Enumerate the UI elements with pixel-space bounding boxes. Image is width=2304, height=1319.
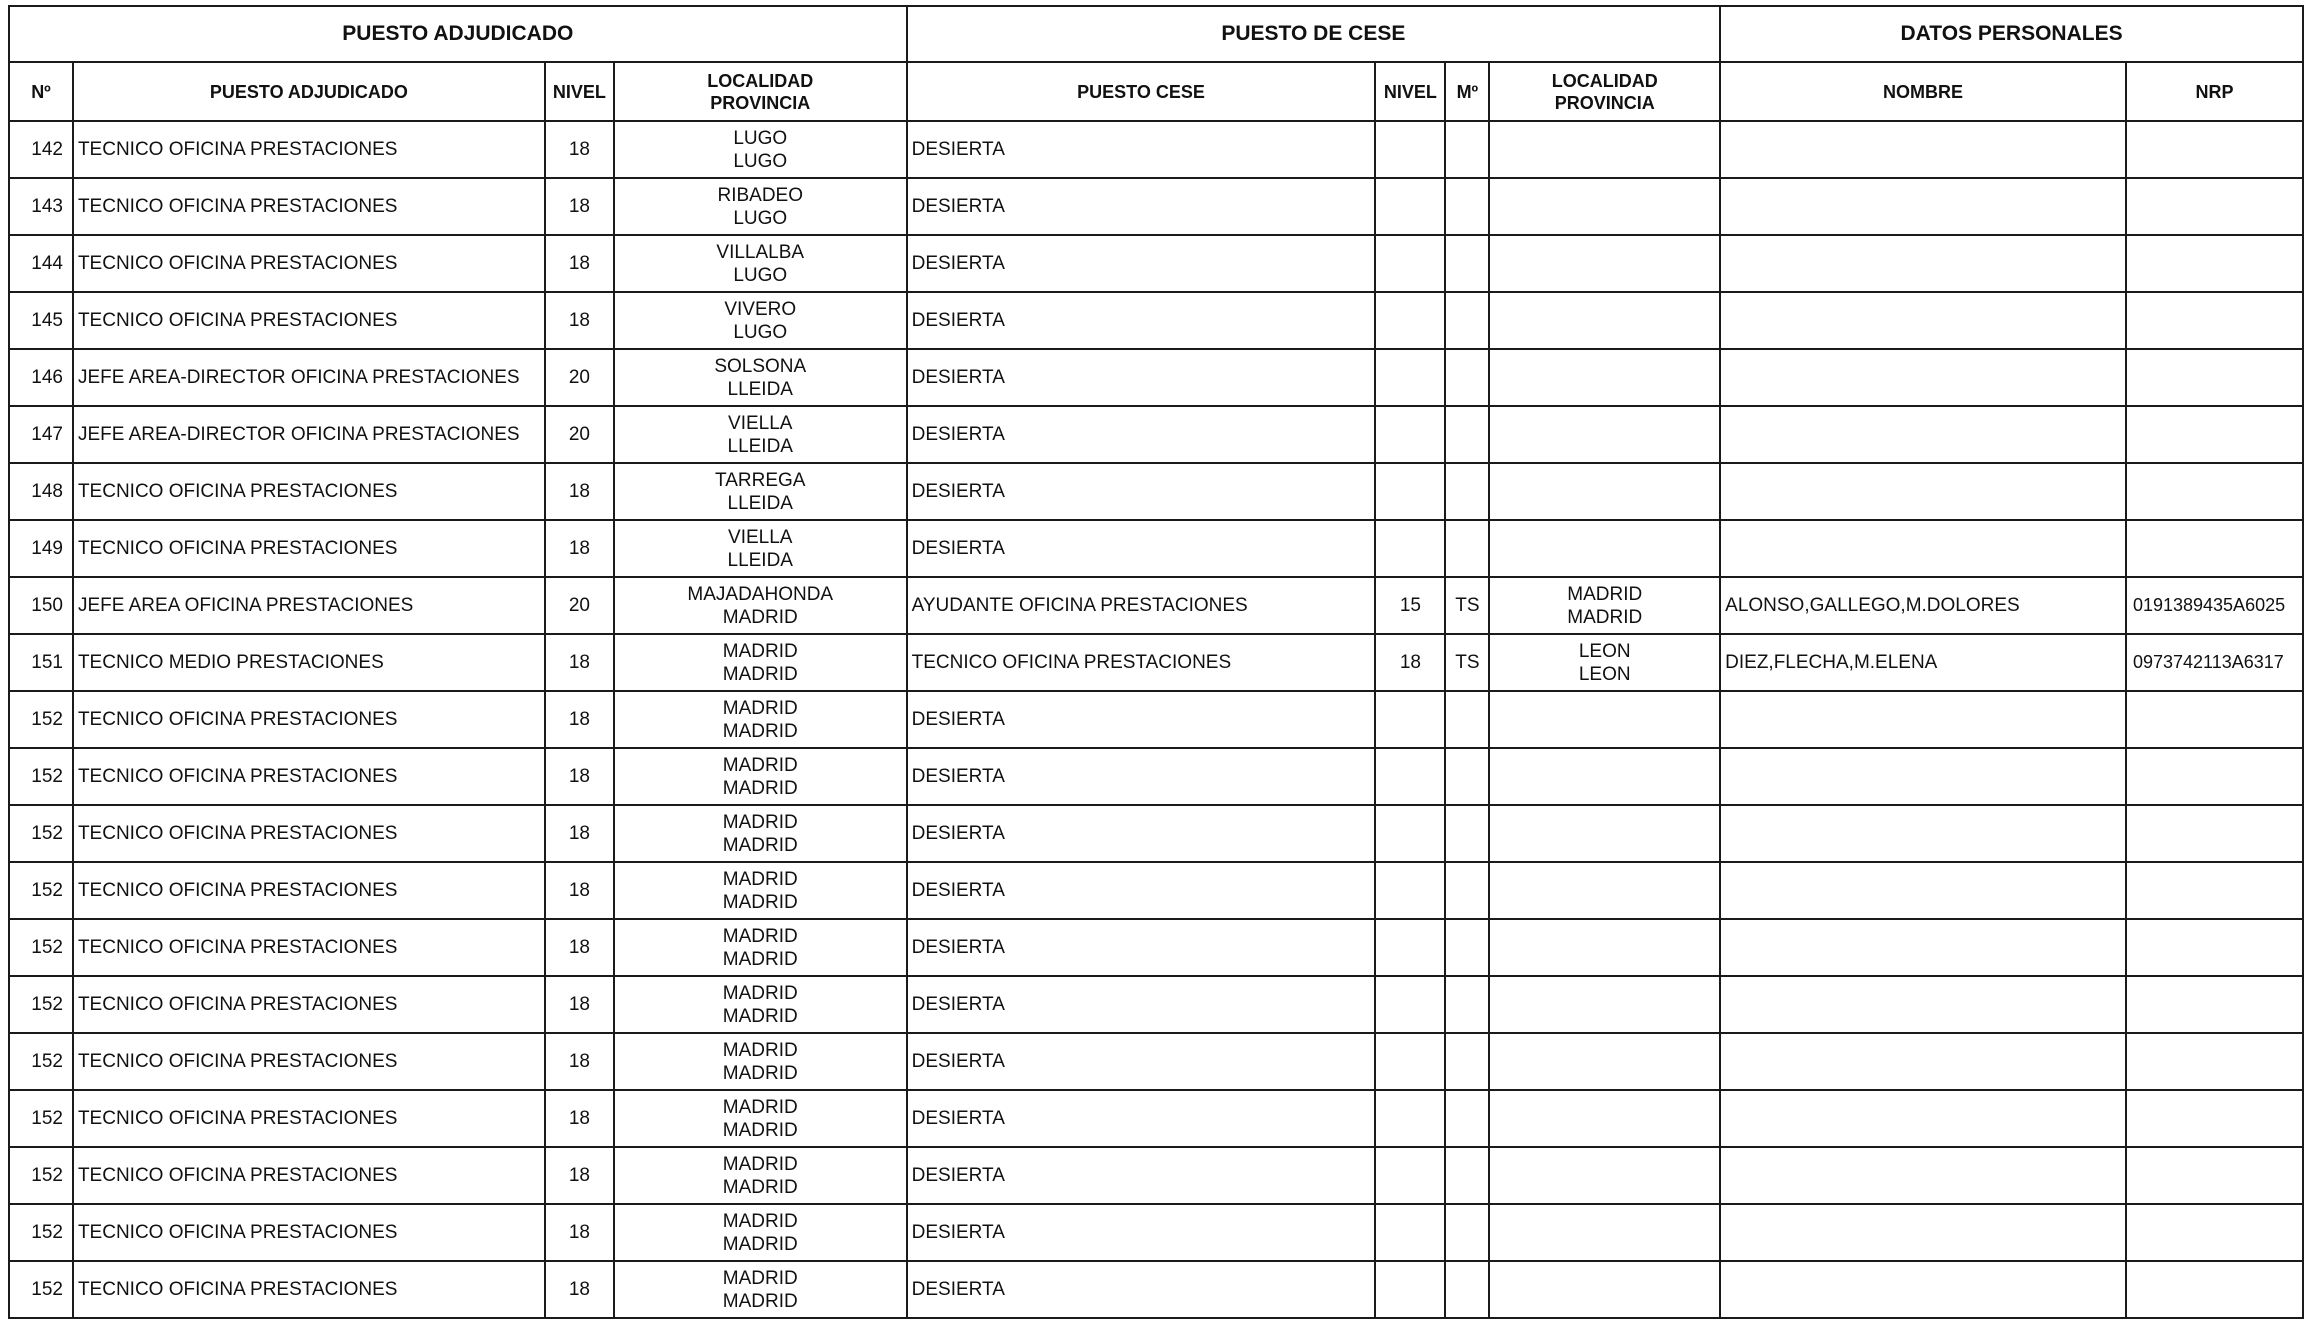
cell-puesto: TECNICO OFICINA PRESTACIONES: [73, 1090, 545, 1147]
cell-localidad-cese: MADRID: [1567, 583, 1643, 605]
cell-localidad-provincia-cese: [1489, 976, 1720, 1033]
cell-nivel: 18: [545, 976, 614, 1033]
cell-m: [1445, 976, 1489, 1033]
cell-puesto: JEFE AREA-DIRECTOR OFICINA PRESTACIONES: [73, 349, 545, 406]
cell-localidad: MADRID: [722, 1096, 798, 1118]
cell-nrp: [2126, 1204, 2303, 1261]
cell-nivel-cese: [1375, 1147, 1445, 1204]
cell-puesto-cese: DESIERTA: [907, 463, 1376, 520]
cell-puesto-cese: DESIERTA: [907, 121, 1376, 178]
group-puesto-adjudicado: PUESTO ADJUDICADO: [9, 6, 907, 62]
table-row: [9, 1147, 2303, 1204]
column-header-row: [9, 62, 2303, 121]
cell-puesto-cese: DESIERTA: [907, 748, 1376, 805]
cell-nivel-cese: [1375, 805, 1445, 862]
cell-nivel-cese: [1375, 691, 1445, 748]
cell-puesto-cese: DESIERTA: [907, 1261, 1376, 1318]
col-m: Mº: [1445, 62, 1489, 121]
cell-nivel-cese: 18: [1375, 634, 1445, 691]
cell-localidad-provincia-cese: [1489, 634, 1720, 691]
cell-nivel: 18: [545, 1090, 614, 1147]
cell-localidad: MADRID: [722, 868, 798, 890]
cell-nivel: 18: [545, 919, 614, 976]
cell-nivel-cese: [1375, 520, 1445, 577]
cell-m: [1445, 805, 1489, 862]
table-row: [9, 691, 2303, 748]
col-nombre: NOMBRE: [1720, 62, 2126, 121]
cell-localidad: VILLALBA: [716, 241, 805, 263]
cell-puesto: TECNICO OFICINA PRESTACIONES: [73, 919, 545, 976]
assignment-table: [8, 5, 2304, 1319]
cell-nivel: 18: [545, 520, 614, 577]
cell-nivel-cese: [1375, 748, 1445, 805]
cell-puesto-cese: DESIERTA: [907, 919, 1376, 976]
table-row: [9, 805, 2303, 862]
table-body: [9, 121, 2303, 1318]
cell-puesto-cese: DESIERTA: [907, 1147, 1376, 1204]
cell-puesto: TECNICO OFICINA PRESTACIONES: [73, 805, 545, 862]
cell-num: 151: [9, 634, 73, 691]
cell-localidad: MADRID: [722, 640, 798, 662]
table-row: [9, 919, 2303, 976]
cell-puesto-cese: DESIERTA: [907, 235, 1376, 292]
cell-puesto: TECNICO OFICINA PRESTACIONES: [73, 1261, 545, 1318]
cell-puesto-cese: DESIERTA: [907, 976, 1376, 1033]
cell-num: 152: [9, 1204, 73, 1261]
cell-puesto: TECNICO OFICINA PRESTACIONES: [73, 976, 545, 1033]
cell-nombre: [1720, 1033, 2126, 1090]
cell-nombre: [1720, 691, 2126, 748]
cell-localidad: MADRID: [722, 697, 798, 719]
cell-nombre: [1720, 805, 2126, 862]
cell-localidad-provincia: [614, 919, 907, 976]
cell-m: [1445, 178, 1489, 235]
cell-nrp: [2126, 919, 2303, 976]
cell-provincia: LUGO: [733, 321, 788, 343]
cell-num: 152: [9, 805, 73, 862]
cell-m: [1445, 520, 1489, 577]
cell-localidad-provincia-cese: [1489, 862, 1720, 919]
col-provincia: PROVINCIA: [710, 92, 811, 113]
cell-num: 147: [9, 406, 73, 463]
cell-nrp: 0973742113A6317: [2126, 634, 2303, 691]
cell-provincia-cese: MADRID: [1567, 606, 1643, 628]
table-row: [9, 634, 2303, 691]
cell-num: 150: [9, 577, 73, 634]
cell-puesto: TECNICO OFICINA PRESTACIONES: [73, 1204, 545, 1261]
cell-nrp: [2126, 463, 2303, 520]
cell-localidad-cese: LEON: [1578, 640, 1631, 662]
cell-nombre: [1720, 1204, 2126, 1261]
cell-nrp: [2126, 349, 2303, 406]
cell-puesto: TECNICO OFICINA PRESTACIONES: [73, 748, 545, 805]
cell-localidad-provincia: [614, 976, 907, 1033]
col-localidad-cese: LOCALIDAD: [1551, 70, 1658, 91]
cell-m: TS: [1445, 577, 1489, 634]
col-localidad: LOCALIDAD: [707, 70, 814, 91]
table-row: [9, 349, 2303, 406]
cell-localidad: MADRID: [722, 811, 798, 833]
cell-nivel-cese: 15: [1375, 577, 1445, 634]
cell-nivel: 18: [545, 292, 614, 349]
cell-m: [1445, 292, 1489, 349]
cell-num: 152: [9, 976, 73, 1033]
cell-nivel: 18: [545, 463, 614, 520]
cell-provincia-cese: LEON: [1578, 663, 1631, 685]
cell-localidad: TARREGA: [715, 469, 806, 491]
cell-localidad-provincia: [614, 463, 907, 520]
cell-puesto: TECNICO OFICINA PRESTACIONES: [73, 121, 545, 178]
cell-localidad-provincia-cese: [1489, 406, 1720, 463]
cell-localidad-provincia-cese: [1489, 577, 1720, 634]
cell-localidad-provincia: [614, 691, 907, 748]
cell-num: 143: [9, 178, 73, 235]
cell-provincia: MADRID: [722, 834, 798, 856]
cell-puesto-cese: DESIERTA: [907, 805, 1376, 862]
cell-localidad-provincia-cese: [1489, 1090, 1720, 1147]
cell-nivel-cese: [1375, 121, 1445, 178]
cell-num: 146: [9, 349, 73, 406]
cell-provincia: MADRID: [722, 1290, 798, 1312]
cell-localidad: SOLSONA: [714, 355, 807, 377]
cell-localidad: MADRID: [722, 1210, 798, 1232]
table-row: [9, 292, 2303, 349]
cell-nivel: 20: [545, 577, 614, 634]
cell-localidad-provincia: [614, 520, 907, 577]
cell-localidad-provincia: [614, 121, 907, 178]
cell-puesto-cese: TECNICO OFICINA PRESTACIONES: [907, 634, 1376, 691]
cell-nombre: [1720, 748, 2126, 805]
cell-nombre: [1720, 292, 2126, 349]
cell-localidad-provincia-cese: [1489, 520, 1720, 577]
cell-nrp: [2126, 1033, 2303, 1090]
table-row: [9, 976, 2303, 1033]
cell-nombre: [1720, 976, 2126, 1033]
cell-localidad-provincia: [614, 577, 907, 634]
cell-provincia: MADRID: [722, 1176, 798, 1198]
cell-num: 152: [9, 1090, 73, 1147]
cell-num: 152: [9, 862, 73, 919]
cell-puesto-cese: DESIERTA: [907, 349, 1376, 406]
cell-puesto: TECNICO OFICINA PRESTACIONES: [73, 691, 545, 748]
cell-nivel-cese: [1375, 1090, 1445, 1147]
cell-nivel: 18: [545, 235, 614, 292]
table-row: [9, 235, 2303, 292]
cell-puesto: TECNICO OFICINA PRESTACIONES: [73, 520, 545, 577]
group-puesto-cese: PUESTO DE CESE: [907, 6, 1721, 62]
cell-puesto: TECNICO OFICINA PRESTACIONES: [73, 1147, 545, 1204]
col-localidad-provincia: [614, 62, 907, 121]
cell-localidad-provincia: [614, 1033, 907, 1090]
cell-nrp: [2126, 292, 2303, 349]
cell-nombre: [1720, 121, 2126, 178]
cell-nombre: [1720, 1147, 2126, 1204]
cell-num: 148: [9, 463, 73, 520]
cell-localidad-provincia: [614, 1261, 907, 1318]
cell-nrp: [2126, 1261, 2303, 1318]
cell-m: [1445, 748, 1489, 805]
cell-localidad-provincia-cese: [1489, 349, 1720, 406]
table-row: [9, 1033, 2303, 1090]
cell-num: 149: [9, 520, 73, 577]
cell-localidad-provincia: [614, 1090, 907, 1147]
cell-localidad: MADRID: [722, 1267, 798, 1289]
cell-localidad-provincia-cese: [1489, 121, 1720, 178]
cell-puesto: TECNICO OFICINA PRESTACIONES: [73, 1033, 545, 1090]
cell-localidad-provincia: [614, 805, 907, 862]
cell-localidad: MADRID: [722, 1039, 798, 1061]
cell-nrp: [2126, 748, 2303, 805]
cell-nrp: [2126, 178, 2303, 235]
cell-puesto-cese: DESIERTA: [907, 520, 1376, 577]
table-row: [9, 862, 2303, 919]
cell-provincia: MADRID: [722, 1233, 798, 1255]
cell-num: 152: [9, 1147, 73, 1204]
cell-localidad-provincia-cese: [1489, 463, 1720, 520]
cell-localidad: VIELLA: [728, 412, 793, 434]
cell-puesto-cese: DESIERTA: [907, 292, 1376, 349]
cell-localidad-provincia-cese: [1489, 178, 1720, 235]
col-nrp: NRP: [2126, 62, 2303, 121]
table-row: [9, 406, 2303, 463]
cell-nivel: 18: [545, 1204, 614, 1261]
group-datos-personales: DATOS PERSONALES: [1720, 6, 2303, 62]
cell-m: [1445, 121, 1489, 178]
cell-m: [1445, 862, 1489, 919]
cell-m: [1445, 463, 1489, 520]
cell-nivel: 20: [545, 349, 614, 406]
cell-puesto: TECNICO OFICINA PRESTACIONES: [73, 862, 545, 919]
cell-nivel-cese: [1375, 235, 1445, 292]
cell-provincia: LLEIDA: [727, 435, 793, 457]
cell-m: [1445, 1033, 1489, 1090]
cell-localidad: VIELLA: [728, 526, 793, 548]
cell-localidad: MADRID: [722, 925, 798, 947]
table-row: [9, 1261, 2303, 1318]
cell-num: 152: [9, 1261, 73, 1318]
cell-localidad-provincia: [614, 178, 907, 235]
cell-puesto-cese: DESIERTA: [907, 406, 1376, 463]
cell-nivel: 18: [545, 1033, 614, 1090]
cell-localidad: MADRID: [722, 1153, 798, 1175]
cell-provincia: MADRID: [722, 948, 798, 970]
cell-nrp: [2126, 406, 2303, 463]
cell-localidad-provincia: [614, 1204, 907, 1261]
cell-nrp: [2126, 1090, 2303, 1147]
cell-nivel: 18: [545, 121, 614, 178]
cell-m: [1445, 919, 1489, 976]
cell-puesto: TECNICO OFICINA PRESTACIONES: [73, 178, 545, 235]
cell-provincia: LLEIDA: [727, 378, 793, 400]
cell-m: [1445, 1147, 1489, 1204]
cell-localidad-provincia-cese: [1489, 748, 1720, 805]
col-nivel-cese: NIVEL: [1375, 62, 1445, 121]
col-provincia-cese: PROVINCIA: [1554, 92, 1655, 113]
cell-nivel-cese: [1375, 1033, 1445, 1090]
cell-puesto-cese: AYUDANTE OFICINA PRESTACIONES: [907, 577, 1376, 634]
cell-nivel: 18: [545, 862, 614, 919]
cell-puesto-cese: DESIERTA: [907, 691, 1376, 748]
cell-nivel-cese: [1375, 178, 1445, 235]
cell-nombre: [1720, 1261, 2126, 1318]
table-row: [9, 577, 2303, 634]
table-row: [9, 463, 2303, 520]
cell-provincia: MADRID: [722, 1119, 798, 1141]
cell-nombre: [1720, 1090, 2126, 1147]
cell-num: 144: [9, 235, 73, 292]
cell-nombre: [1720, 178, 2126, 235]
cell-puesto: TECNICO MEDIO PRESTACIONES: [73, 634, 545, 691]
cell-nivel: 20: [545, 406, 614, 463]
cell-provincia: LLEIDA: [727, 492, 793, 514]
cell-localidad: RIBADEO: [717, 184, 804, 206]
cell-localidad-provincia: [614, 406, 907, 463]
cell-localidad-provincia: [614, 349, 907, 406]
cell-m: [1445, 1204, 1489, 1261]
cell-m: [1445, 691, 1489, 748]
table-row: [9, 121, 2303, 178]
cell-puesto: TECNICO OFICINA PRESTACIONES: [73, 292, 545, 349]
cell-provincia: MADRID: [722, 1005, 798, 1027]
cell-puesto-cese: DESIERTA: [907, 862, 1376, 919]
cell-puesto: JEFE AREA OFICINA PRESTACIONES: [73, 577, 545, 634]
cell-m: TS: [1445, 634, 1489, 691]
cell-num: 152: [9, 919, 73, 976]
cell-nivel: 18: [545, 1147, 614, 1204]
cell-localidad-provincia: [614, 634, 907, 691]
cell-m: [1445, 406, 1489, 463]
cell-localidad-provincia-cese: [1489, 919, 1720, 976]
cell-nivel: 18: [545, 178, 614, 235]
cell-localidad-provincia-cese: [1489, 691, 1720, 748]
cell-num: 145: [9, 292, 73, 349]
cell-nivel-cese: [1375, 1261, 1445, 1318]
cell-puesto-cese: DESIERTA: [907, 1204, 1376, 1261]
cell-localidad-provincia-cese: [1489, 1033, 1720, 1090]
cell-localidad: MADRID: [722, 754, 798, 776]
cell-nombre: [1720, 463, 2126, 520]
table-row: [9, 520, 2303, 577]
group-header-row: [9, 6, 2303, 62]
cell-provincia: MADRID: [722, 663, 798, 685]
cell-localidad-provincia-cese: [1489, 1147, 1720, 1204]
cell-m: [1445, 1261, 1489, 1318]
cell-provincia: MADRID: [722, 891, 798, 913]
cell-nivel-cese: [1375, 862, 1445, 919]
cell-nombre: DIEZ,FLECHA,M.ELENA: [1720, 634, 2126, 691]
cell-nivel-cese: [1375, 1204, 1445, 1261]
cell-localidad: VIVERO: [724, 298, 797, 320]
cell-localidad-provincia-cese: [1489, 235, 1720, 292]
cell-provincia: LUGO: [733, 264, 788, 286]
col-num: Nº: [9, 62, 73, 121]
cell-provincia: MADRID: [722, 720, 798, 742]
col-puesto-adjudicado: PUESTO ADJUDICADO: [73, 62, 545, 121]
cell-localidad-provincia: [614, 235, 907, 292]
cell-provincia: MADRID: [722, 606, 798, 628]
cell-localidad-provincia-cese: [1489, 1261, 1720, 1318]
cell-nivel: 18: [545, 1261, 614, 1318]
cell-nivel-cese: [1375, 976, 1445, 1033]
cell-nivel-cese: [1375, 463, 1445, 520]
cell-nrp: [2126, 976, 2303, 1033]
cell-nivel-cese: [1375, 406, 1445, 463]
cell-nombre: [1720, 349, 2126, 406]
cell-num: 152: [9, 748, 73, 805]
cell-num: 142: [9, 121, 73, 178]
cell-nombre: ALONSO,GALLEGO,M.DOLORES: [1720, 577, 2126, 634]
cell-provincia: LUGO: [733, 207, 788, 229]
table-row: [9, 1204, 2303, 1261]
cell-m: [1445, 349, 1489, 406]
cell-num: 152: [9, 1033, 73, 1090]
cell-nivel: 18: [545, 805, 614, 862]
cell-nombre: [1720, 235, 2126, 292]
cell-nrp: [2126, 1147, 2303, 1204]
cell-puesto: JEFE AREA-DIRECTOR OFICINA PRESTACIONES: [73, 406, 545, 463]
cell-localidad-provincia: [614, 292, 907, 349]
cell-localidad-provincia: [614, 748, 907, 805]
cell-provincia: MADRID: [722, 777, 798, 799]
table-row: [9, 748, 2303, 805]
cell-nrp: [2126, 862, 2303, 919]
cell-nombre: [1720, 862, 2126, 919]
cell-provincia: LUGO: [733, 150, 788, 172]
cell-puesto-cese: DESIERTA: [907, 1033, 1376, 1090]
cell-nombre: [1720, 406, 2126, 463]
cell-num: 152: [9, 691, 73, 748]
cell-puesto-cese: DESIERTA: [907, 178, 1376, 235]
cell-nrp: [2126, 691, 2303, 748]
cell-nrp: [2126, 235, 2303, 292]
cell-provincia: MADRID: [722, 1062, 798, 1084]
cell-nivel: 18: [545, 634, 614, 691]
cell-nombre: [1720, 520, 2126, 577]
cell-localidad: MADRID: [722, 982, 798, 1004]
cell-provincia: LLEIDA: [727, 549, 793, 571]
cell-localidad: MAJADAHONDA: [687, 583, 834, 605]
cell-nombre: [1720, 919, 2126, 976]
col-localidad-provincia-cese: [1489, 62, 1720, 121]
cell-nrp: 0191389435A6025: [2126, 577, 2303, 634]
cell-nivel-cese: [1375, 919, 1445, 976]
cell-puesto-cese: DESIERTA: [907, 1090, 1376, 1147]
cell-m: [1445, 235, 1489, 292]
cell-nrp: [2126, 520, 2303, 577]
cell-localidad: LUGO: [733, 127, 788, 149]
cell-nrp: [2126, 805, 2303, 862]
cell-m: [1445, 1090, 1489, 1147]
cell-nivel: 18: [545, 691, 614, 748]
cell-nivel-cese: [1375, 349, 1445, 406]
cell-puesto: TECNICO OFICINA PRESTACIONES: [73, 235, 545, 292]
cell-localidad-provincia-cese: [1489, 1204, 1720, 1261]
cell-nrp: [2126, 121, 2303, 178]
cell-localidad-provincia-cese: [1489, 805, 1720, 862]
cell-localidad-provincia-cese: [1489, 292, 1720, 349]
col-nivel: NIVEL: [545, 62, 614, 121]
table-row: [9, 1090, 2303, 1147]
col-puesto-cese: PUESTO CESE: [907, 62, 1376, 121]
cell-nivel: 18: [545, 748, 614, 805]
cell-nivel-cese: [1375, 292, 1445, 349]
cell-puesto: TECNICO OFICINA PRESTACIONES: [73, 463, 545, 520]
cell-localidad-provincia: [614, 862, 907, 919]
table-row: [9, 178, 2303, 235]
cell-localidad-provincia: [614, 1147, 907, 1204]
